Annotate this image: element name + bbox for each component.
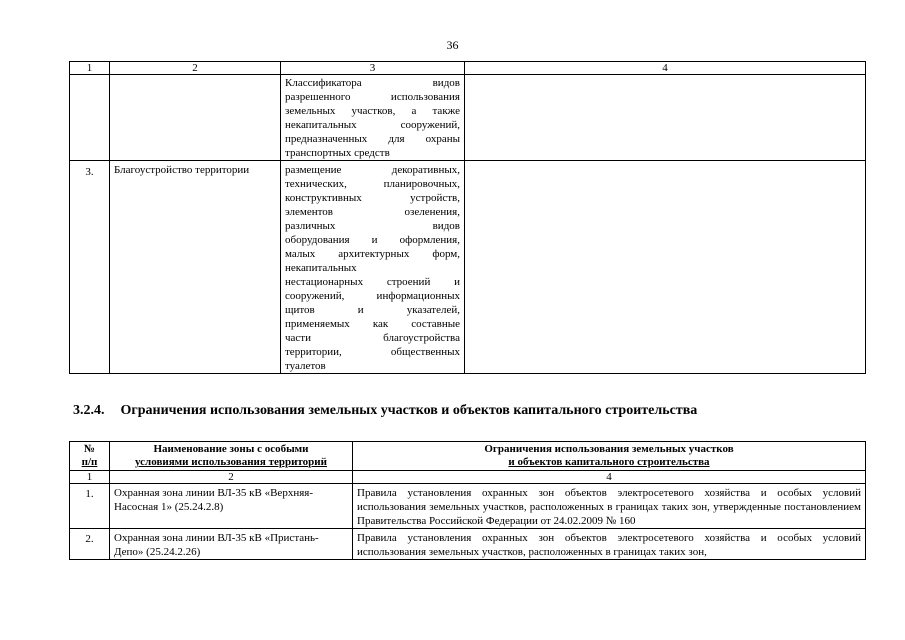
restrictions-table bbox=[69, 441, 866, 560]
zone-name: Охранная зона линии ВЛ-35 кВ «Пристань-Депо» (25.24.2.26) bbox=[110, 529, 353, 560]
section-number: 3.2.4. bbox=[73, 403, 105, 418]
row-description: размещение декоративных, технических, планировочных, конструктивных устройств, элементов озеленения, различных видов оборудования и оформления, малых архитектурных форм, некапитальных нестационарных строений и сооружений, информационных щитов и указателей, применяемых как составные части благоустройства территории, общественных туалетов bbox=[281, 161, 465, 374]
zone-name: Охранная зона линии ВЛ-35 кВ «Верхняя-Насосная 1» (25.24.2.8) bbox=[110, 484, 353, 529]
continuation-text: Классификатора видов разрешенного использования земельных участков, а также некапитальных сооружений, предназначенных для охраны транспортных средств bbox=[281, 75, 465, 161]
column-index: 2 bbox=[110, 471, 353, 484]
column-index: 2 bbox=[110, 62, 281, 75]
row-name: Благоустройство территории bbox=[110, 161, 281, 374]
header-row bbox=[70, 442, 866, 471]
header-number: № п/п bbox=[70, 442, 110, 471]
table-row bbox=[70, 529, 866, 560]
table-row bbox=[70, 161, 866, 374]
page-number: 36 bbox=[446, 38, 459, 52]
header-restrictions: Ограничения использования земельных участков и объектов капитального строительства bbox=[353, 442, 866, 471]
row-number: 3. bbox=[70, 161, 110, 374]
column-index: 1 bbox=[70, 62, 110, 75]
continuation-row bbox=[70, 75, 866, 161]
column-index: 4 bbox=[353, 471, 866, 484]
column-index-row bbox=[70, 471, 866, 484]
section-heading bbox=[73, 403, 697, 419]
section-title: Ограничения использования земельных участков и объектов капитального строительства bbox=[120, 403, 698, 418]
column-index: 1 bbox=[70, 471, 110, 484]
row-number: 1. bbox=[70, 484, 110, 529]
column-index: 3 bbox=[281, 62, 465, 75]
restriction-text: Правила установления охранных зон объектов электросетевого хозяйства и особых условий использования земельных участков, расположенных в границах таких зон, утвержденные постановлением Правительства Российской Федерации от 24.02.2009 № 160 bbox=[353, 484, 866, 529]
column-index: 4 bbox=[465, 62, 866, 75]
land-use-table bbox=[69, 61, 866, 374]
restriction-text: Правила установления охранных зон объектов электросетевого хозяйства и особых условий использования земельных участков, расположенных в границах таких зон, bbox=[353, 529, 866, 560]
column-index-row bbox=[70, 62, 866, 75]
table-row bbox=[70, 484, 866, 529]
header-zone: Наименование зоны с особыми условиями использования территорий bbox=[110, 442, 353, 471]
row-number: 2. bbox=[70, 529, 110, 560]
